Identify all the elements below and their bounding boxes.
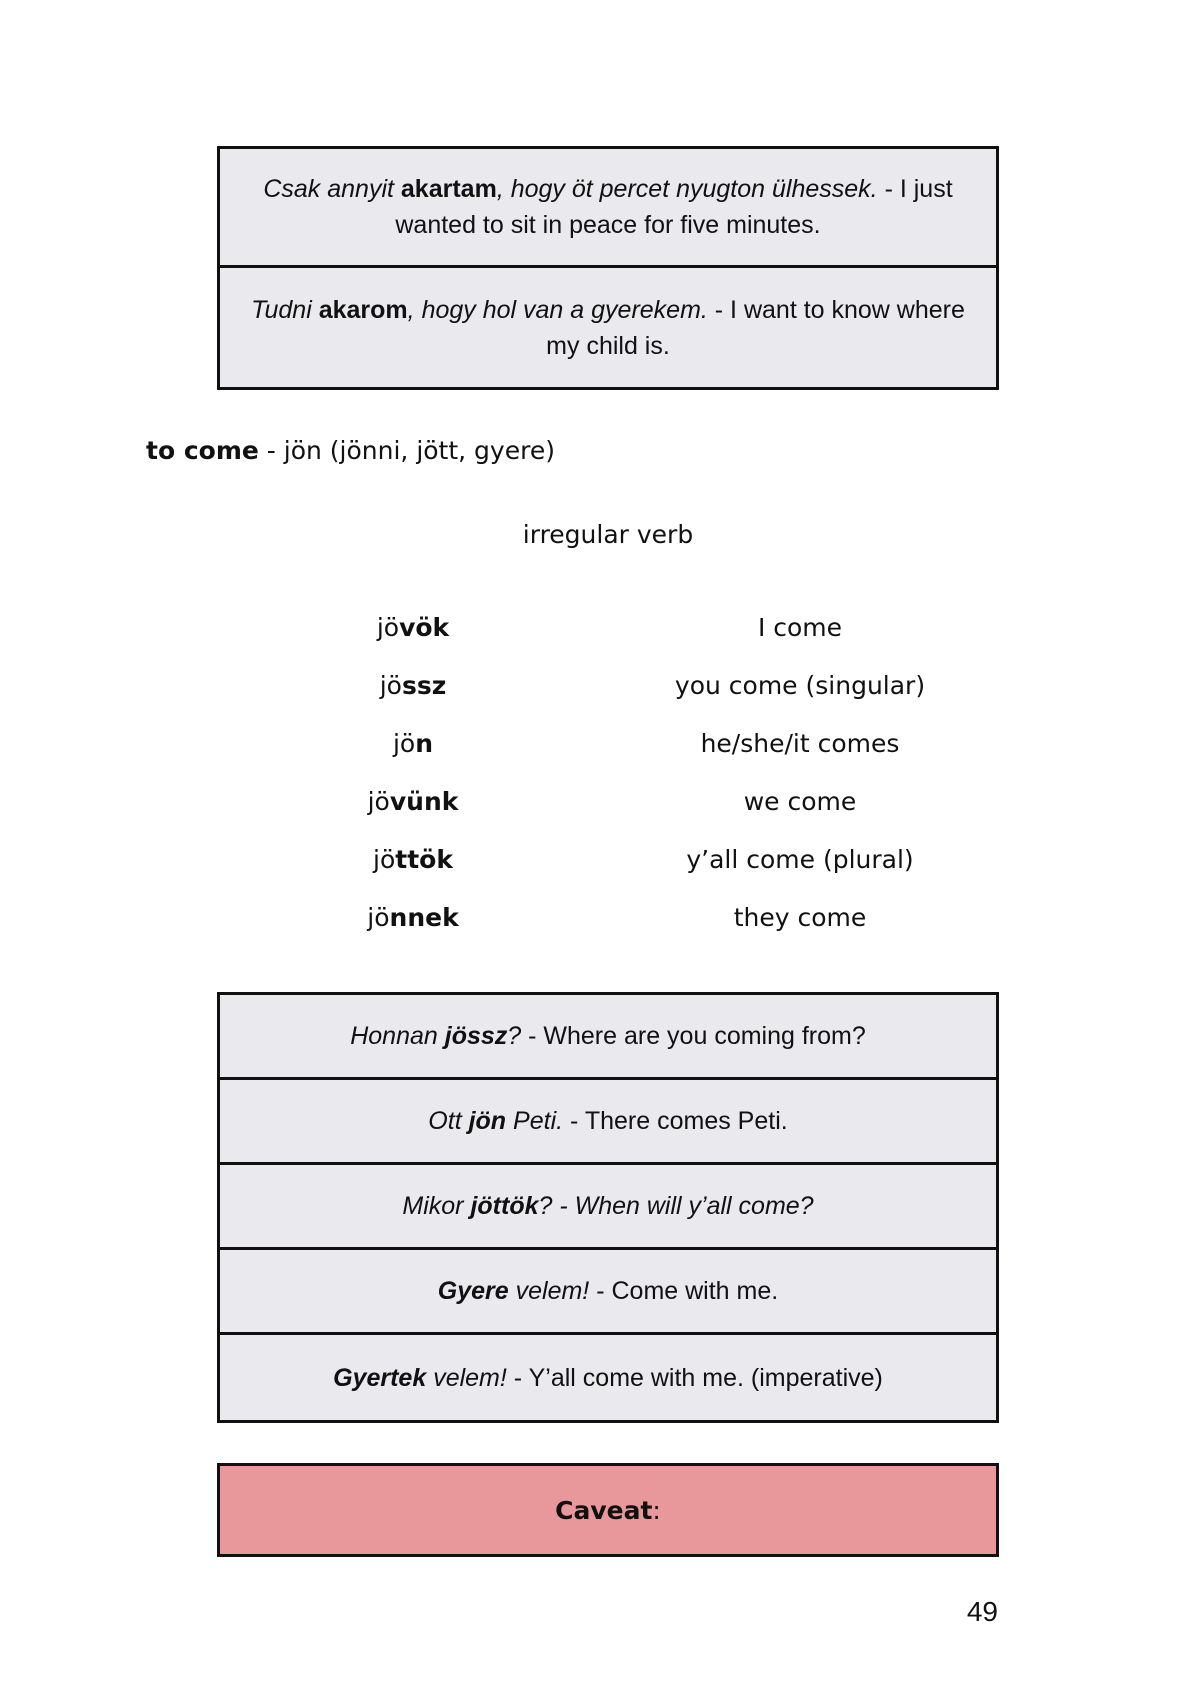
conjugation-row	[0, 903, 1200, 961]
example-segment: - I want to know where my child is.	[546, 295, 965, 360]
english-meaning: he/she/it comes	[700, 729, 900, 758]
verb-type: irregular verb	[522, 520, 694, 549]
caveat-box	[217, 1463, 999, 1557]
form-ending: vünk	[389, 787, 459, 816]
example-row	[220, 995, 996, 1080]
conjugation-row	[0, 671, 1200, 729]
examples-table-top	[217, 146, 999, 390]
form-stem: jö	[379, 671, 402, 700]
example-segment: akarom	[318, 295, 408, 324]
conjugation-row	[0, 613, 1200, 671]
form-stem: jö	[392, 729, 416, 758]
example-sentence	[333, 1360, 883, 1396]
example-segment: velem!	[426, 1363, 507, 1392]
english-meaning: they come	[733, 903, 867, 932]
example-segment: jön	[468, 1107, 507, 1135]
form-ending: vök	[399, 613, 450, 642]
caveat-colon: :	[652, 1495, 661, 1525]
example-row	[220, 268, 996, 387]
english-meaning: y’all come (plural)	[686, 845, 914, 874]
conjugated-form	[313, 903, 513, 932]
example-row	[220, 1165, 996, 1250]
example-sentence	[402, 1188, 813, 1224]
page-number: 49	[966, 1596, 998, 1627]
examples-table-bottom	[217, 992, 999, 1423]
conjugation-list	[0, 613, 1200, 961]
conjugated-form	[313, 613, 513, 642]
example-segment: ?	[507, 1022, 522, 1050]
example-segment: Peti.	[506, 1107, 564, 1135]
example-sentence	[428, 1103, 787, 1139]
example-segment: - There comes Peti.	[563, 1107, 788, 1135]
example-sentence	[350, 1018, 866, 1054]
example-segment: jössz	[444, 1022, 508, 1050]
english-meaning: I come	[757, 613, 843, 642]
example-segment: Csak annyit	[263, 175, 401, 203]
example-segment: Mikor	[402, 1192, 471, 1220]
example-row	[220, 1080, 996, 1165]
form-ending: n	[415, 729, 434, 758]
conjugation-row	[0, 845, 1200, 903]
example-row	[220, 1250, 996, 1335]
example-sentence	[438, 1273, 778, 1309]
english-meaning: we come	[743, 787, 857, 816]
example-sentence	[242, 292, 974, 364]
example-segment: ? - When will y’all come?	[538, 1192, 814, 1220]
example-row	[220, 1335, 996, 1420]
form-stem: jö	[376, 613, 400, 642]
form-ending: nnek	[389, 903, 459, 932]
example-segment: akartam	[400, 175, 497, 203]
example-segment: velem!	[508, 1277, 590, 1305]
english-meaning: you come (singular)	[674, 671, 926, 700]
conjugated-form	[313, 787, 513, 816]
example-segment: - Y’all come with me. (imperative)	[506, 1363, 883, 1392]
example-segment: Gyertek	[333, 1363, 427, 1392]
example-segment: , hogy hol van a gyerekem.	[407, 295, 708, 324]
form-ending: ttök	[395, 845, 453, 874]
verb-hungarian: - jön (jönni, jött, gyere)	[258, 436, 555, 465]
form-stem: jö	[367, 903, 390, 932]
form-stem: jö	[367, 787, 390, 816]
example-segment: Honnan	[350, 1022, 445, 1050]
example-segment: - I just wanted to sit in peace for five minutes.	[395, 175, 953, 239]
example-segment: - Where are you coming from?	[521, 1022, 866, 1050]
example-segment: jöttök	[470, 1192, 539, 1220]
example-sentence	[242, 171, 974, 243]
conjugation-row	[0, 787, 1200, 845]
verb-english: to come	[146, 436, 259, 465]
example-segment: Tudni	[251, 295, 319, 324]
conjugated-form	[313, 729, 513, 758]
example-segment: , hogy öt percet nyugton ülhessek.	[496, 175, 878, 203]
example-segment: - Come with me.	[589, 1277, 779, 1305]
caveat-label: Caveat	[555, 1495, 653, 1525]
verb-heading	[146, 436, 555, 465]
conjugation-row	[0, 729, 1200, 787]
example-row	[220, 149, 996, 268]
form-ending: ssz	[401, 671, 447, 700]
form-stem: jö	[373, 845, 396, 874]
conjugated-form	[313, 845, 513, 874]
example-segment: Gyere	[437, 1277, 509, 1305]
example-segment: Ott	[428, 1107, 469, 1135]
conjugated-form	[313, 671, 513, 700]
